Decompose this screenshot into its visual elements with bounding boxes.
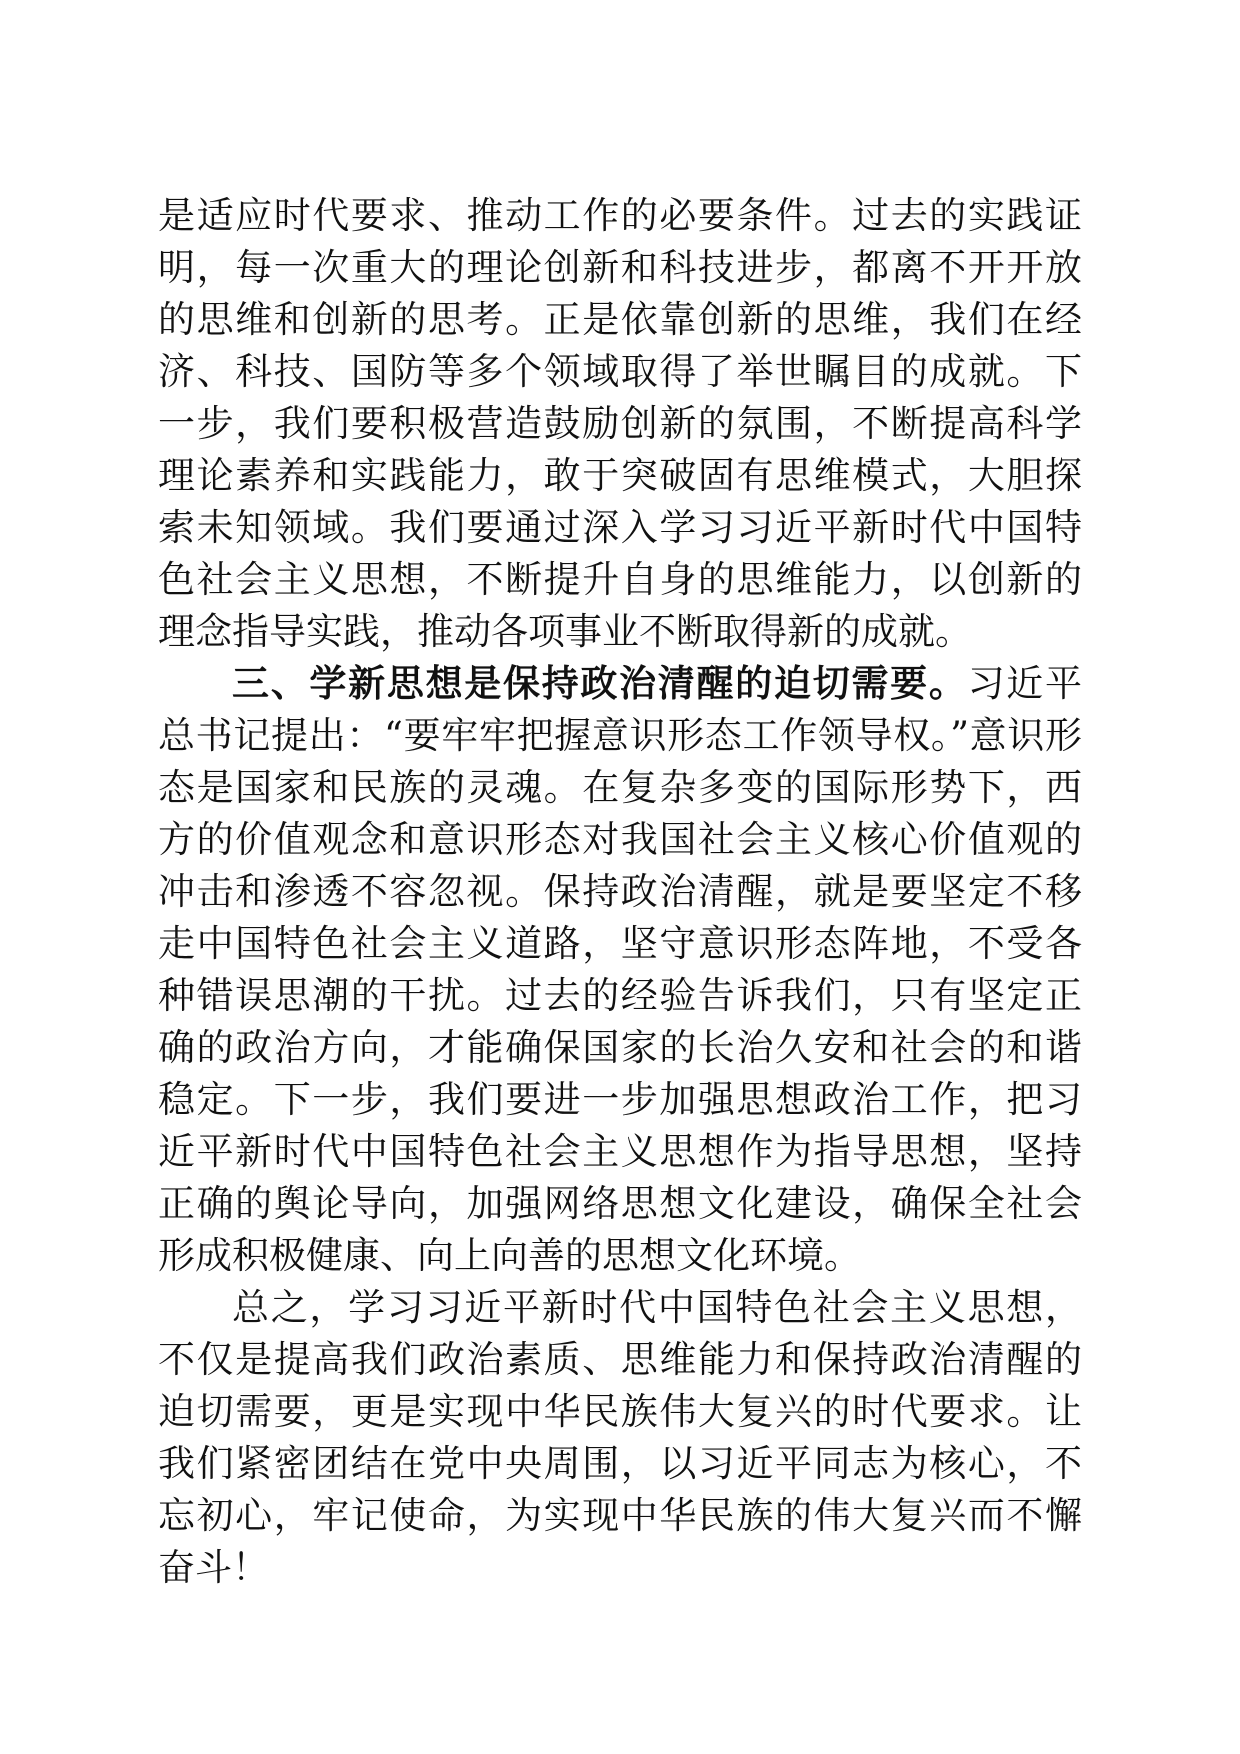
conclusion-paragraph: 总之，学习习近平新时代中国特色社会主义思想，不仅是提高我们政治素质、思维能力和保持政治清醒的迫切需要，更是实现中华民族伟大复兴的时代要求。让我们紧密团结在党中央周围，以习近平同志为核心，不忘初心，牢记使命，为实现中华民族的伟大复兴而不懈奋斗！: [158, 1286, 1082, 1589]
section-3-paragraph: [158, 658, 1082, 1282]
paragraph-continuation: 是适应时代要求、推动工作的必要条件。过去的实践证明，每一次重大的理论创新和科技进步，都离不开开放的思维和创新的思考。正是依靠创新的思维，我们在经济、科技、国防等多个领域取得了举世瞩目的成就。下一步，我们要积极营造鼓励创新的氛围，不断提高科学理论素养和实践能力，敢于突破固有思维模式，大胆探索未知领域。我们要通过深入学习习近平新时代中国特色社会主义思想，不断提升自身的思维能力，以创新的理念指导实践，推动各项事业不断取得新的成就。: [158, 194, 1082, 653]
document-body: [158, 190, 1082, 1594]
section-3-heading: 三、学新思想是保持政治清醒的迫切需要。: [232, 662, 968, 705]
section-3-body: 习近平总书记提出：“要牢牢把握意识形态工作领导权。”意识形态是国家和民族的灵魂。在复杂多变的国际形势下，西方的价值观念和意识形态对我国社会主义核心价值观的冲击和渗透不容忽视。保持政治清醒，就是要坚定不移走中国特色社会主义道路，坚守意识形态阵地，不受各种错误思潮的干扰。过去的经验告诉我们，只有坚定正确的政治方向，才能确保国家的长治久安和社会的和谐稳定。下一步，我们要进一步加强思想政治工作，把习近平新时代中国特色社会主义思想作为指导思想，坚持正确的舆论导向，加强网络思想文化建设，确保全社会形成积极健康、向上向善的思想文化环境。: [158, 662, 1083, 1277]
